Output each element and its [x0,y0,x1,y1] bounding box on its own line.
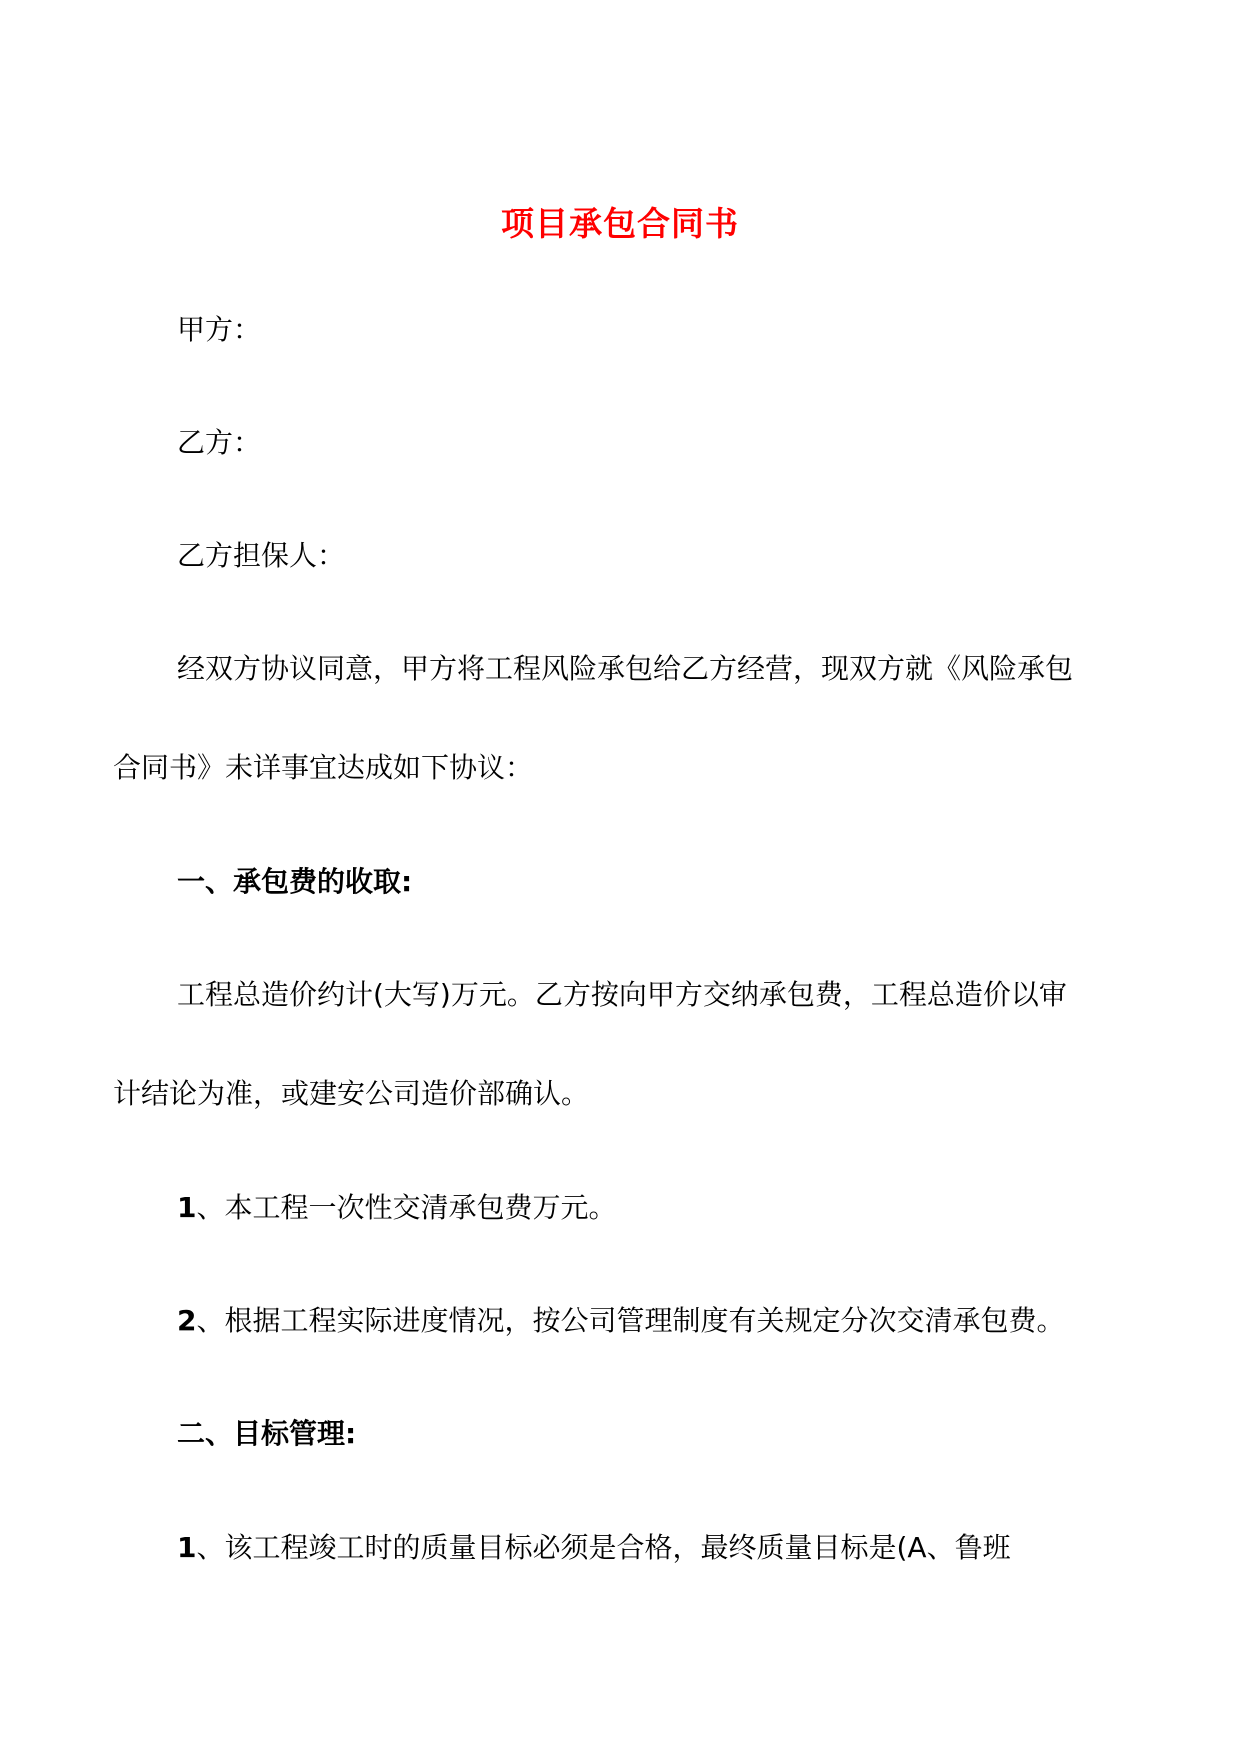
intro-paragraph-line1: 经双方协议同意，甲方将工程风险承包给乙方经营，现双方就《风险承包 [177,652,1074,685]
section1-heading: 一、承包费的收取: [177,865,413,898]
list-item-number: 1 [177,1531,197,1564]
section2-heading: 二、目标管理: [177,1417,357,1450]
list-item-number: 1 [177,1191,197,1224]
guarantor-label: 乙方担保人： [177,539,346,572]
list-item-text: 、该工程竣工时的质量目标必须是合格，最终质量目标是(A、鲁班 [196,1531,1011,1564]
document-title: 项目承包合同书 [501,204,739,243]
party-b-label: 乙方： [177,426,262,459]
list-item-text: 、根据工程实际进度情况，按公司管理制度有关规定分次交清承包费。 [196,1304,1065,1337]
list-item [177,1188,617,1228]
section1-paragraph-line1: 工程总造价约计(大写)万元。乙方按向甲方交纳承包费，工程总造价以审 [177,978,1067,1011]
intro-paragraph-line2: 合同书》未详事宜达成如下协议： [113,751,534,784]
party-a-label: 甲方： [177,313,262,346]
section1-paragraph-line2: 计结论为准，或建安公司造价部确认。 [113,1077,590,1110]
list-item [177,1301,1065,1341]
list-item-number: 2 [177,1304,197,1337]
list-item [177,1528,1011,1568]
list-item-text: 、本工程一次性交清承包费万元。 [196,1191,617,1224]
